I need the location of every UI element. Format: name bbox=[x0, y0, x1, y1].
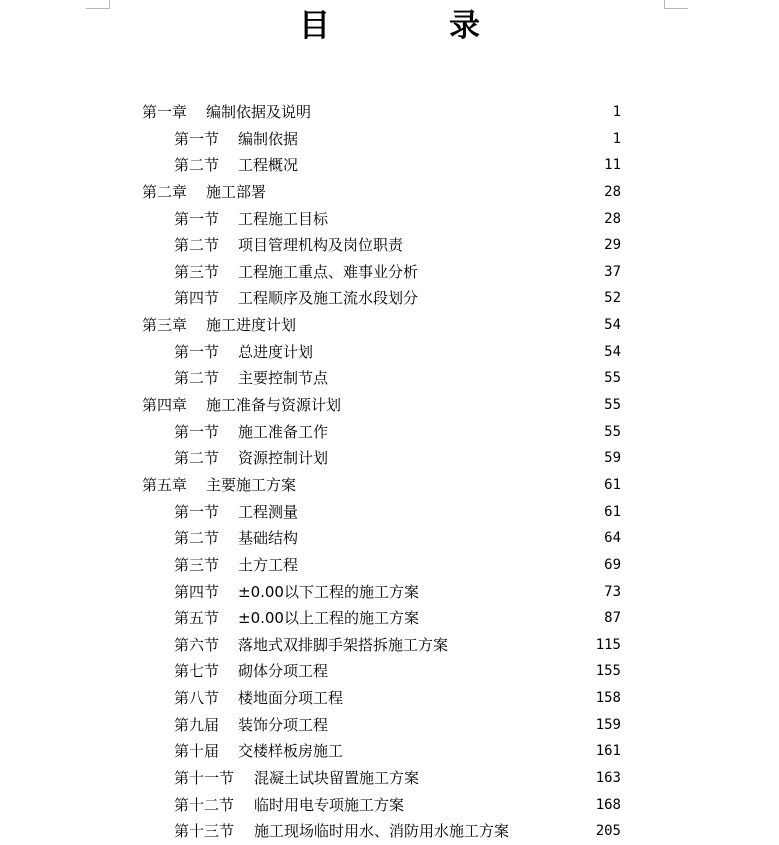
toc-section-entry[interactable] bbox=[0, 525, 779, 552]
toc-entry-label: 混凝土试块留置施工方案 bbox=[254, 769, 420, 788]
toc-entry-page-number: 29 bbox=[604, 237, 621, 254]
toc-section-entry[interactable] bbox=[0, 552, 779, 579]
toc-entry-number: 第十一节 bbox=[174, 769, 235, 788]
toc-entry-number: 第二章 bbox=[142, 182, 188, 201]
toc-section-entry[interactable] bbox=[0, 232, 779, 259]
toc-entry-page-number: 73 bbox=[604, 583, 621, 600]
toc-entry-label: 施工现场临时用水、消防用水施工方案 bbox=[254, 822, 510, 841]
toc-entry-page-number: 161 bbox=[595, 743, 621, 760]
toc-entry-label: 编制依据 bbox=[238, 129, 299, 148]
toc-entry-number: 第二节 bbox=[174, 156, 220, 175]
toc-entry-number: 第五章 bbox=[142, 475, 188, 494]
toc-chapter-entry[interactable] bbox=[0, 179, 779, 206]
toc-entry-number: 第一节 bbox=[174, 422, 220, 441]
toc-section-entry[interactable] bbox=[0, 259, 779, 286]
toc-entry-page-number: 55 bbox=[604, 397, 621, 414]
toc-entry-page-number: 1 bbox=[612, 130, 621, 147]
toc-section-entry[interactable] bbox=[0, 685, 779, 712]
toc-entry-page-number: 115 bbox=[595, 636, 621, 653]
table-of-contents bbox=[0, 99, 779, 845]
toc-entry-number: 第三节 bbox=[174, 262, 220, 281]
toc-entry-number: 第二节 bbox=[174, 369, 220, 388]
toc-entry-number: 第一节 bbox=[174, 209, 220, 228]
toc-entry-number: 第一节 bbox=[174, 502, 220, 521]
toc-entry-page-number: 54 bbox=[604, 343, 621, 360]
toc-entry-number: 第九届 bbox=[174, 715, 220, 734]
toc-entry-label: 工程测量 bbox=[238, 502, 299, 521]
toc-entry-label: 工程概况 bbox=[238, 156, 299, 175]
toc-entry-label: 临时用电专项施工方案 bbox=[254, 795, 405, 814]
toc-entry-page-number: 87 bbox=[604, 610, 621, 627]
toc-section-entry[interactable] bbox=[0, 499, 779, 526]
toc-entry-page-number: 159 bbox=[595, 716, 621, 733]
page-title: 目 录 bbox=[299, 8, 524, 44]
toc-section-entry[interactable] bbox=[0, 712, 779, 739]
toc-entry-number: 第四节 bbox=[174, 289, 220, 308]
toc-entry-label: ±0.00以上工程的施工方案 bbox=[238, 609, 419, 628]
toc-entry-page-number: 205 bbox=[595, 823, 621, 840]
toc-entry-label: 基础结构 bbox=[238, 529, 299, 548]
toc-entry-page-number: 155 bbox=[595, 663, 621, 680]
toc-entry-number: 第一节 bbox=[174, 342, 220, 361]
toc-entry-label: 编制依据及说明 bbox=[206, 103, 312, 121]
toc-entry-label: 工程顺序及施工流水段划分 bbox=[238, 289, 419, 308]
toc-entry-label: 施工准备与资源计划 bbox=[206, 396, 342, 415]
toc-entry-label: 土方工程 bbox=[238, 555, 299, 574]
toc-entry-number: 第五节 bbox=[174, 609, 220, 628]
toc-entry-page-number: 61 bbox=[604, 503, 621, 520]
toc-section-entry[interactable] bbox=[0, 818, 779, 845]
toc-entry-page-number: 28 bbox=[604, 183, 621, 200]
toc-entry-page-number: 11 bbox=[604, 157, 621, 174]
toc-section-entry[interactable] bbox=[0, 419, 779, 446]
toc-entry-label: 砌体分项工程 bbox=[238, 662, 329, 681]
toc-entry-page-number: 28 bbox=[604, 210, 621, 227]
toc-section-entry[interactable] bbox=[0, 365, 779, 392]
toc-entry-page-number: 37 bbox=[604, 263, 621, 280]
toc-entry-page-number: 163 bbox=[595, 770, 621, 787]
toc-entry-page-number: 59 bbox=[604, 450, 621, 467]
toc-entry-label: 工程施工目标 bbox=[238, 209, 329, 228]
toc-entry-label: 落地式双排脚手架搭拆施工方案 bbox=[238, 635, 449, 654]
toc-entry-number: 第三节 bbox=[174, 555, 220, 574]
toc-entry-label: 施工部署 bbox=[206, 182, 267, 201]
toc-entry-number: 第四章 bbox=[142, 396, 188, 415]
toc-entry-page-number: 55 bbox=[604, 423, 621, 440]
toc-entry-number: 第七节 bbox=[174, 662, 220, 681]
toc-entry-page-number: 168 bbox=[595, 796, 621, 813]
toc-chapter-entry[interactable] bbox=[0, 99, 779, 126]
toc-entry-page-number: 61 bbox=[604, 476, 621, 493]
toc-entry-page-number: 55 bbox=[604, 370, 621, 387]
toc-entry-page-number: 52 bbox=[604, 290, 621, 307]
toc-entry-page-number: 64 bbox=[604, 530, 621, 547]
toc-entry-number: 第四节 bbox=[174, 582, 220, 601]
toc-entry-label: 施工进度计划 bbox=[206, 316, 297, 335]
toc-entry-label: 施工准备工作 bbox=[238, 422, 329, 441]
toc-entry-page-number: 1 bbox=[612, 104, 621, 120]
toc-section-entry[interactable] bbox=[0, 285, 779, 312]
toc-entry-number: 第一章 bbox=[142, 103, 188, 121]
toc-entry-number: 第二节 bbox=[174, 529, 220, 548]
toc-entry-label: 工程施工重点、难事业分析 bbox=[238, 262, 419, 281]
toc-section-entry[interactable] bbox=[0, 658, 779, 685]
toc-chapter-entry[interactable] bbox=[0, 392, 779, 419]
toc-section-entry[interactable] bbox=[0, 152, 779, 179]
toc-entry-label: 交楼样板房施工 bbox=[238, 742, 344, 761]
toc-entry-number: 第六节 bbox=[174, 635, 220, 654]
toc-section-entry[interactable] bbox=[0, 738, 779, 765]
toc-section-entry[interactable] bbox=[0, 792, 779, 819]
toc-entry-label: ±0.00以下工程的施工方案 bbox=[238, 582, 419, 601]
toc-entry-label: 装饰分项工程 bbox=[238, 715, 329, 734]
toc-section-entry[interactable] bbox=[0, 765, 779, 792]
toc-section-entry[interactable] bbox=[0, 339, 779, 366]
toc-entry-label: 总进度计划 bbox=[238, 342, 314, 361]
toc-section-entry[interactable] bbox=[0, 445, 779, 472]
toc-chapter-entry[interactable] bbox=[0, 312, 779, 339]
toc-entry-number: 第二节 bbox=[174, 236, 220, 255]
toc-entry-label: 资源控制计划 bbox=[238, 449, 329, 468]
toc-entry-label: 项目管理机构及岗位职责 bbox=[238, 236, 404, 255]
toc-entry-number: 第十二节 bbox=[174, 795, 235, 814]
toc-entry-number: 第八节 bbox=[174, 689, 220, 708]
toc-section-entry[interactable] bbox=[0, 126, 779, 153]
toc-entry-number: 第十三节 bbox=[174, 822, 235, 841]
toc-entry-label: 主要施工方案 bbox=[206, 475, 297, 494]
toc-entry-page-number: 54 bbox=[604, 317, 621, 334]
toc-entry-label: 主要控制节点 bbox=[238, 369, 329, 388]
toc-section-entry[interactable] bbox=[0, 206, 779, 233]
toc-entry-label: 楼地面分项工程 bbox=[238, 689, 344, 708]
toc-chapter-entry[interactable] bbox=[0, 472, 779, 499]
toc-entry-page-number: 69 bbox=[604, 556, 621, 573]
toc-section-entry[interactable] bbox=[0, 632, 779, 659]
toc-entry-number: 第二节 bbox=[174, 449, 220, 468]
toc-section-entry[interactable] bbox=[0, 605, 779, 632]
toc-entry-number: 第一节 bbox=[174, 129, 220, 148]
toc-section-entry[interactable] bbox=[0, 579, 779, 606]
toc-entry-page-number: 158 bbox=[595, 690, 621, 707]
toc-entry-number: 第十届 bbox=[174, 742, 220, 761]
toc-entry-number: 第三章 bbox=[142, 316, 188, 335]
